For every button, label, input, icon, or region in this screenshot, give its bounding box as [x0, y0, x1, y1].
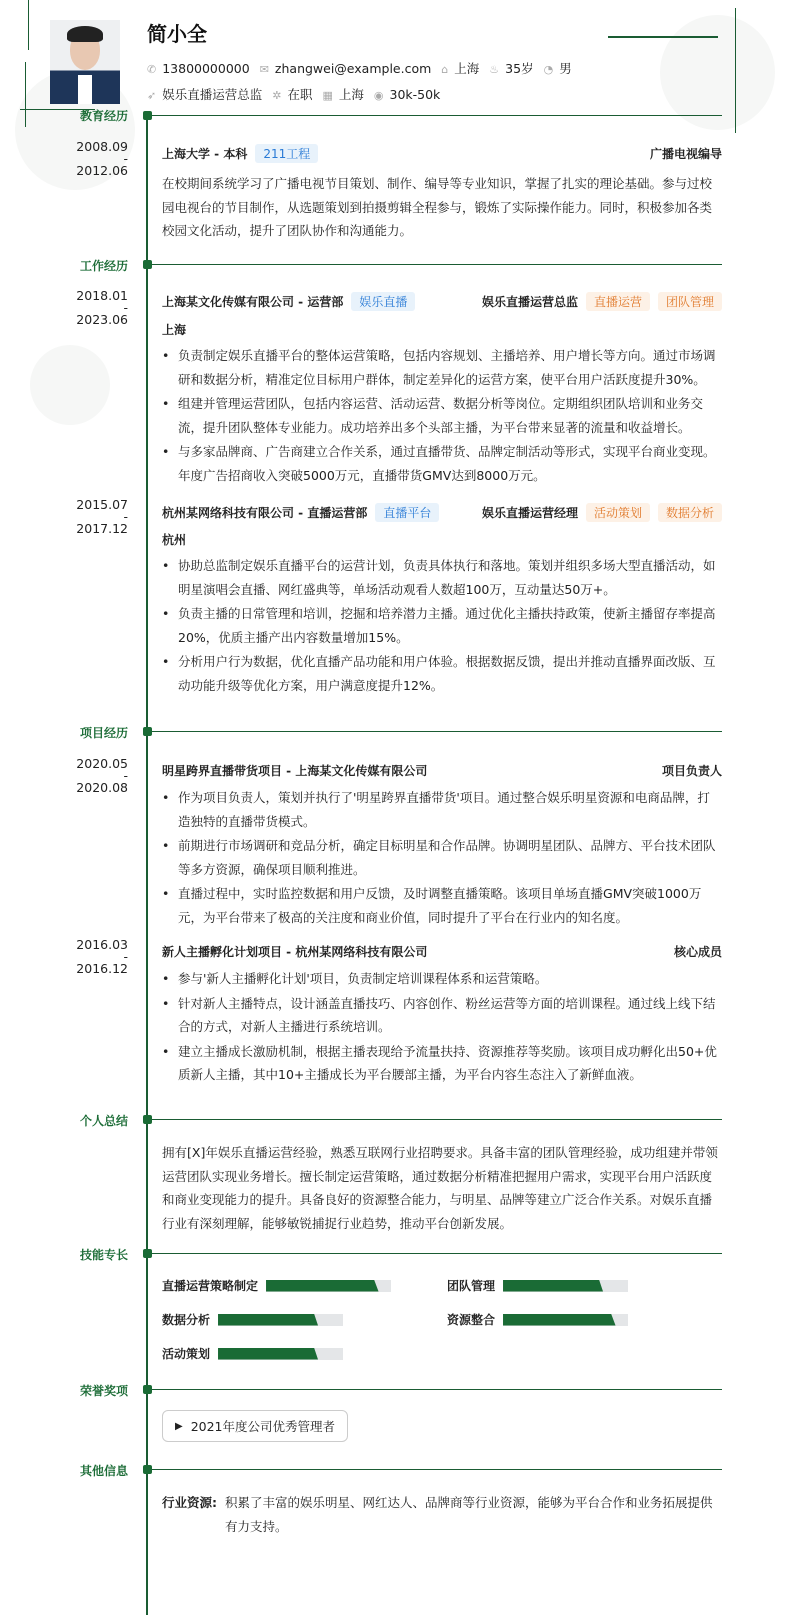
project-role: 项目负责人	[661, 764, 722, 778]
section-title-work: 工作经历	[79, 259, 128, 273]
skill-item: 直播运营策略制定	[162, 1277, 391, 1294]
email: ✉ zhangwei@example.com	[259, 60, 432, 76]
work-city: ▦ 上海	[322, 87, 364, 102]
bullet: • 参与'新人主播孵化计划'项目，负责制定培训课程体系和运营策略。	[162, 967, 722, 991]
tag: 娱乐直播	[351, 292, 415, 311]
timeline-dot	[143, 1465, 152, 1474]
home-icon: ⌂	[441, 63, 449, 76]
skill-tag: 活动策划	[586, 503, 650, 522]
bullet: • 作为项目负责人，策划并执行了'明星跨界直播带货'项目。通过整合娱乐明星资源和电商品牌，打造独特的直播带货模式。	[162, 786, 722, 833]
other-text: 积累了丰富的娱乐明星、网红达人、品牌商等行业资源，能够为平台合作和业务拓展提供有力支持。	[225, 1495, 713, 1534]
bullet: • 针对新人主播特点，设计涵盖直播技巧、内容创作、粉丝运营等方面的培训课程。通过线上线下结合的方式，对新人主播进行系统培训。	[162, 992, 722, 1039]
project-header: 明星跨界直播带货项目 - 上海某文化传媒有限公司 项目负责人	[162, 764, 722, 778]
section-divider	[152, 731, 722, 732]
phone: ✆ 13800000000	[147, 60, 250, 76]
tag: 直播平台	[375, 503, 439, 522]
work-date: 2015.07 - 2017.12	[76, 497, 128, 536]
section-divider	[152, 1253, 722, 1254]
status: ✲ 在职	[272, 87, 313, 102]
decor-line	[28, 0, 29, 50]
education-header: 上海大学 - 本科 211工程 广播电视编导	[162, 144, 722, 163]
work-header: 杭州某网络科技有限公司 - 直播运营部 直播平台 娱乐直播运营经理 活动策划 数据分析	[162, 503, 722, 522]
section-title-skills: 技能专长	[79, 1248, 128, 1262]
work-city: 杭州	[162, 533, 187, 547]
section-title-education: 教育经历	[79, 109, 128, 123]
skill-tag: 团队管理	[658, 292, 722, 311]
skill-bar-fill	[218, 1348, 318, 1360]
timeline-dot	[143, 260, 152, 269]
other-label: 行业资源:	[162, 1495, 217, 1510]
bullet: • 建立主播成长激励机制，根据主播表现给予流量扶持、资源推荐等奖励。该项目成功孵化出50+优质新人主播，其中10+主播成长为平台腰部主播，为平台内容生态注入了新鲜血液。	[162, 1040, 722, 1087]
job-row	[147, 85, 440, 103]
skill-item: 数据分析	[162, 1311, 343, 1328]
section-divider	[152, 1469, 722, 1470]
skill-bar	[503, 1314, 628, 1326]
skill-bar-fill	[503, 1314, 616, 1326]
skill-tag: 直播运营	[586, 292, 650, 311]
section-title-summary: 个人总结	[79, 1114, 128, 1128]
bullet: • 前期进行市场调研和竞品分析，确定目标明星和合作品牌。协调明星团队、品牌方、平台技术团队等多方资源，确保项目顺利推进。	[162, 834, 722, 881]
major: 广播电视编导	[649, 147, 722, 161]
gender-icon: ◔	[543, 63, 554, 76]
contact-row	[147, 59, 572, 77]
education-description: 在校期间系统学习了广播电视节目策划、制作、编导等专业知识，掌握了扎实的理论基础。参与过校园电视台的节目制作，从选题策划到拍摄剪辑全程参与，锻炼了实际操作能力。同时，积极参加各类校园文化活动，提升了团队协作和沟通能力。	[162, 176, 713, 238]
project-header: 新人主播孵化计划项目 - 杭州某网络科技有限公司 核心成员	[162, 945, 722, 959]
position: ➶ 娱乐直播运营总监	[147, 87, 263, 102]
tag: 211工程	[255, 144, 318, 163]
skill-item: 资源整合	[447, 1311, 628, 1328]
skill-tag: 数据分析	[658, 503, 722, 522]
section-title-projects: 项目经历	[79, 726, 128, 740]
award-item[interactable]: ▶ 2021年度公司优秀管理者	[162, 1410, 348, 1442]
section-title-other: 其他信息	[79, 1464, 128, 1478]
project-date: 2016.03 - 2016.12	[76, 937, 128, 976]
bullet: • 负责制定娱乐直播平台的整体运营策略，包括内容规划、主播培养、用户增长等方向。通过市场调研和数据分析，精准定位目标用户群体，制定差异化的运营方案，使平台用户活跃度提升30%。	[162, 344, 722, 391]
age: ♨ 35岁	[489, 61, 534, 76]
timeline-dot	[143, 1385, 152, 1394]
decor-line	[608, 36, 718, 38]
salary: ◉ 30k-50k	[373, 86, 441, 102]
status-icon: ✲	[272, 89, 282, 102]
timeline-dot	[143, 1115, 152, 1124]
work-city: 上海	[162, 323, 187, 337]
decor-circle	[30, 345, 110, 425]
skill-bar	[218, 1314, 343, 1326]
skill-bar-fill	[218, 1314, 318, 1326]
section-divider	[152, 115, 722, 116]
work-date: 2018.01 - 2023.06	[76, 288, 128, 327]
project-date: 2020.05 - 2020.08	[76, 756, 128, 795]
section-title-awards: 荣誉奖项	[79, 1384, 128, 1398]
money-icon: ◉	[373, 88, 384, 102]
section-divider	[152, 1389, 722, 1390]
project-role: 核心成员	[673, 945, 722, 959]
bullet: • 与多家品牌商、广告商建立合作关系，通过直播带货、品牌定制活动等形式，实现平台商业变现。年度广告招商收入突破5000万元，直播带货GMV达到8000万元。	[162, 440, 722, 487]
education-date: 2008.09 - 2012.06	[76, 139, 128, 178]
decor-line	[735, 8, 736, 133]
other-info	[162, 1491, 722, 1538]
avatar	[50, 20, 120, 104]
building-icon: ▦	[322, 89, 333, 102]
bullet: • 直播过程中，实时监控数据和用户反馈，及时调整直播策略。该项目单场直播GMV突破1000万元，为平台带来了极高的关注度和商业价值，同时提升了平台在行业内的知名度。	[162, 882, 722, 929]
skill-bar	[503, 1280, 628, 1292]
decor-circle	[660, 15, 775, 130]
project-bullets	[162, 786, 722, 930]
summary-text: 拥有[X]年娱乐直播运营经验，熟悉互联网行业招聘要求。具备丰富的团队管理经验，成功组建并带领运营团队实现业务增长。擅长制定运营策略，通过数据分析精准把握用户需求，实现平台用户活跃度和商业变现能力的提升。具备良好的资源整合能力，与明星、品牌等建立广泛合作关系。对娱乐直播行业有深刻理解，能够敏锐捕捉行业趋势，推动平台创新发展。	[162, 1145, 718, 1231]
skill-item: 团队管理	[447, 1277, 628, 1294]
section-divider	[152, 1119, 722, 1120]
skill-bar-fill	[503, 1280, 603, 1292]
cake-icon: ♨	[489, 63, 500, 76]
work-bullets	[162, 344, 722, 488]
decor-line	[25, 62, 26, 127]
phone-icon: ✆	[147, 62, 157, 76]
timeline-dot	[143, 1249, 152, 1258]
timeline-dot	[143, 111, 152, 120]
play-icon: ▶	[175, 1420, 183, 1432]
bullet: • 组建并管理运营团队，包括内容运营、活动运营、数据分析等岗位。定期组织团队培训和业务交流，提升团队整体专业能力。成功培养出多个头部主播，为平台带来显著的流量和收益增长。	[162, 392, 722, 439]
bullet: • 负责主播的日常管理和培训，挖掘和培养潜力主播。通过优化主播扶持政策，使新主播留存率提高20%，优质主播产出内容数量增加15%。	[162, 602, 722, 649]
send-icon: ➶	[147, 89, 157, 102]
gender: ◔ 男	[543, 61, 572, 76]
mail-icon: ✉	[259, 62, 269, 76]
skill-bar	[218, 1348, 343, 1360]
bullet: • 协助总监制定娱乐直播平台的运营计划，负责具体执行和落地。策划并组织多场大型直播活动，如明星演唱会直播、网红盛典等，单场活动观看人数超100万，互动量达50万+。	[162, 554, 722, 601]
job-title: 娱乐直播运营经理	[481, 506, 578, 520]
city: ⌂ 上海	[441, 61, 480, 76]
timeline-dot	[143, 727, 152, 736]
skill-bar-fill	[266, 1280, 379, 1292]
section-divider	[152, 264, 722, 265]
skill-bar	[266, 1280, 391, 1292]
bullet: • 分析用户行为数据，优化直播产品功能和用户体验。根据数据反馈，提出并推动直播界面改版、互动功能升级等优化方案，用户满意度提升12%。	[162, 650, 722, 697]
work-bullets	[162, 554, 722, 698]
job-title: 娱乐直播运营总监	[481, 295, 578, 309]
project-bullets	[162, 967, 722, 1088]
work-header: 上海某文化传媒有限公司 - 运营部 娱乐直播 娱乐直播运营总监 直播运营 团队管理	[162, 292, 722, 311]
skill-item: 活动策划	[162, 1345, 343, 1362]
candidate-name: 简小全	[147, 22, 207, 46]
